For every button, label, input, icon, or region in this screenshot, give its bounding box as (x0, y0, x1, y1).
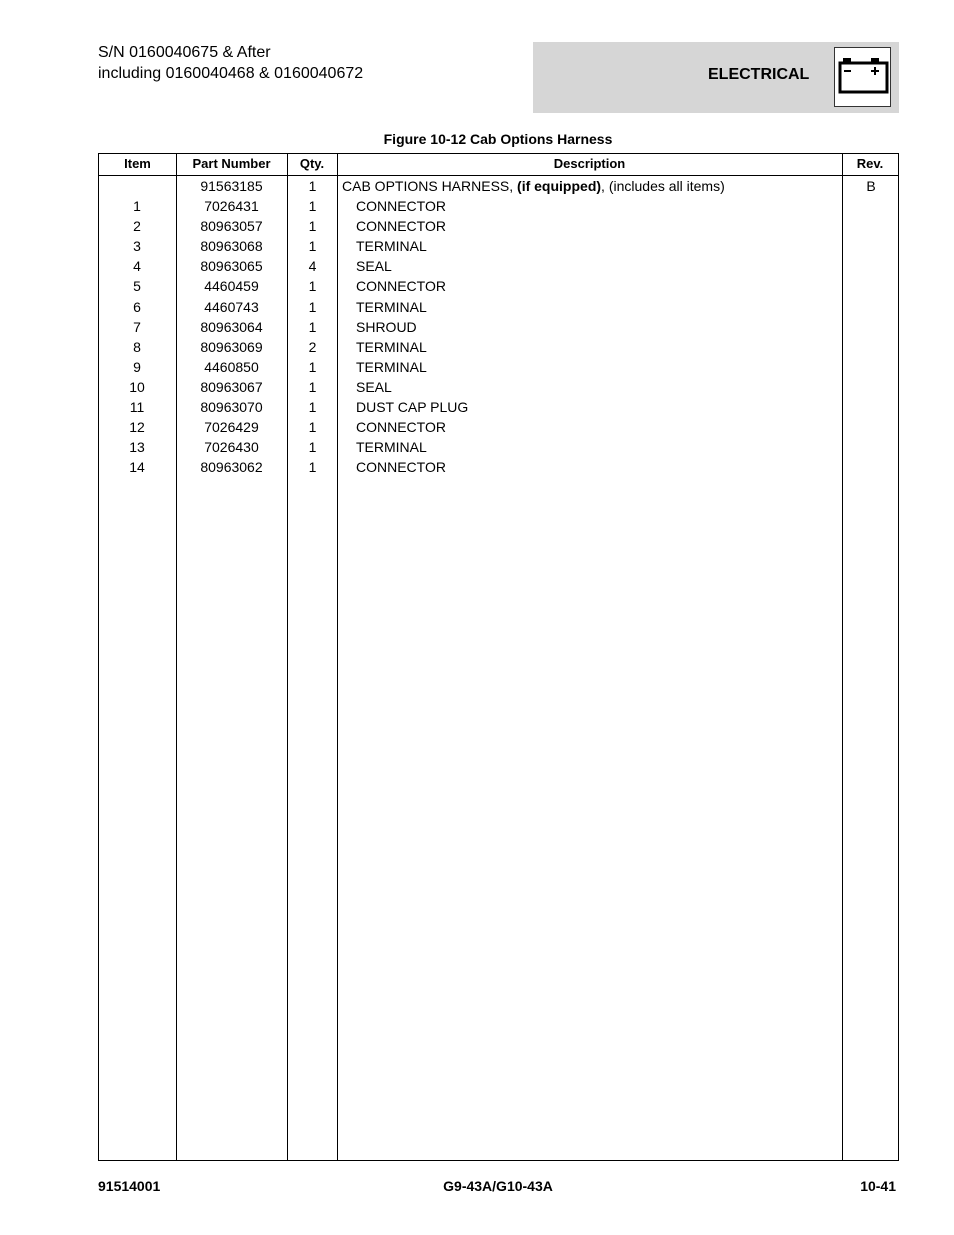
serial-number-block (98, 42, 363, 84)
parts-table (98, 153, 899, 1161)
table-row (99, 457, 898, 477)
item-cell: 5 (133, 278, 141, 295)
table-row (99, 397, 898, 417)
qty-cell: 1 (308, 419, 317, 436)
part-number-cell: 80963069 (200, 338, 263, 355)
qty-cell: 1 (308, 198, 317, 215)
item-cell: 8 (133, 338, 141, 355)
description-cell: TERMINAL (356, 358, 427, 375)
qty-cell: 1 (308, 439, 317, 456)
description-cell: TERMINAL (356, 298, 427, 315)
description-cell: TERMINAL (356, 238, 427, 255)
qty-cell: 1 (308, 178, 317, 194)
item-cell: 7 (133, 318, 141, 335)
description-cell: TERMINAL (356, 439, 427, 456)
item-cell: 13 (129, 439, 145, 456)
part-number-cell: 4460850 (204, 358, 259, 375)
part-number-cell: 80963062 (200, 459, 263, 476)
part-number-cell: 80963057 (200, 218, 263, 235)
qty-cell: 2 (308, 338, 317, 355)
item-cell: 11 (129, 399, 145, 416)
section-title: ELECTRICAL (708, 66, 810, 83)
item-cell: 6 (133, 298, 141, 315)
description-text-end: , (includes all items) (601, 178, 725, 194)
table-row (99, 337, 898, 357)
qty-cell: 1 (308, 459, 317, 476)
part-number-cell: 80963070 (200, 399, 263, 416)
qty-cell: 1 (308, 278, 317, 295)
footer-page-number: 10-41 (860, 1178, 896, 1194)
item-cell: 4 (133, 258, 141, 275)
table-row (99, 256, 898, 276)
table-row (99, 437, 898, 457)
part-number-cell: 80963067 (200, 378, 263, 395)
table-row (99, 196, 898, 216)
item-cell: 10 (129, 378, 145, 395)
table-row (99, 297, 898, 317)
description-cell: CONNECTOR (356, 459, 446, 476)
item-cell: 3 (133, 238, 141, 255)
part-number-cell: 80963065 (200, 258, 263, 275)
part-number-cell: 7026429 (204, 419, 259, 436)
part-number-cell: 7026430 (204, 439, 259, 456)
qty-cell: 1 (308, 298, 317, 315)
table-row (99, 276, 898, 296)
part-number-cell: 80963068 (200, 238, 263, 255)
column-header-qty: Qty. (299, 156, 325, 171)
table-row-main-assembly (99, 176, 898, 196)
description-cell: CONNECTOR (356, 198, 446, 215)
table-row (99, 357, 898, 377)
table-row (99, 377, 898, 397)
figure-title: Figure 10-12 Cab Options Harness (383, 131, 613, 147)
serial-line-2: including 0160040468 & 0160040672 (98, 65, 364, 82)
description-cell: CONNECTOR (356, 278, 446, 295)
description-cell (342, 178, 725, 194)
column-header-part-number: Part Number (192, 156, 271, 171)
description-cell: CONNECTOR (356, 218, 446, 235)
column-header-item: Item (124, 156, 151, 171)
rev-cell: B (866, 178, 876, 194)
part-number-cell: 7026431 (204, 198, 259, 215)
part-number-cell: 4460743 (204, 298, 259, 315)
part-number-cell: 4460459 (204, 278, 259, 295)
qty-cell: 1 (308, 399, 317, 416)
table-row (99, 216, 898, 236)
description-cell: SEAL (356, 378, 392, 395)
table-row (99, 317, 898, 337)
section-header (533, 42, 899, 113)
serial-line-1: S/N 0160040675 & After (98, 44, 271, 61)
qty-cell: 1 (308, 238, 317, 255)
description-cell: TERMINAL (356, 338, 427, 355)
item-cell: 2 (133, 218, 141, 235)
column-header-description: Description (553, 156, 626, 171)
qty-cell: 1 (308, 218, 317, 235)
description-text: CAB OPTIONS HARNESS, (342, 178, 518, 194)
description-cell: DUST CAP PLUG (356, 399, 469, 416)
table-body (99, 176, 898, 477)
footer-manual-number: 91514001 (98, 1178, 161, 1194)
table-row (99, 236, 898, 256)
footer-model: G9-43A/G10-43A (443, 1178, 553, 1194)
item-cell: 14 (129, 459, 145, 476)
table-row (99, 417, 898, 437)
item-cell: 12 (129, 419, 145, 436)
part-number-cell: 80963064 (200, 318, 263, 335)
qty-cell: 1 (308, 318, 317, 335)
battery-icon (834, 47, 891, 107)
column-header-rev: Rev. (856, 156, 884, 171)
item-cell: 9 (133, 358, 141, 375)
description-cell: SEAL (356, 258, 392, 275)
description-cell: CONNECTOR (356, 419, 446, 436)
part-number-cell: 91563185 (200, 178, 263, 194)
qty-cell: 1 (308, 358, 317, 375)
item-cell: 1 (133, 198, 141, 215)
description-bold-text: (if equipped) (517, 178, 602, 194)
qty-cell: 1 (308, 378, 317, 395)
description-cell: SHROUD (356, 318, 417, 335)
qty-cell: 4 (308, 258, 317, 275)
